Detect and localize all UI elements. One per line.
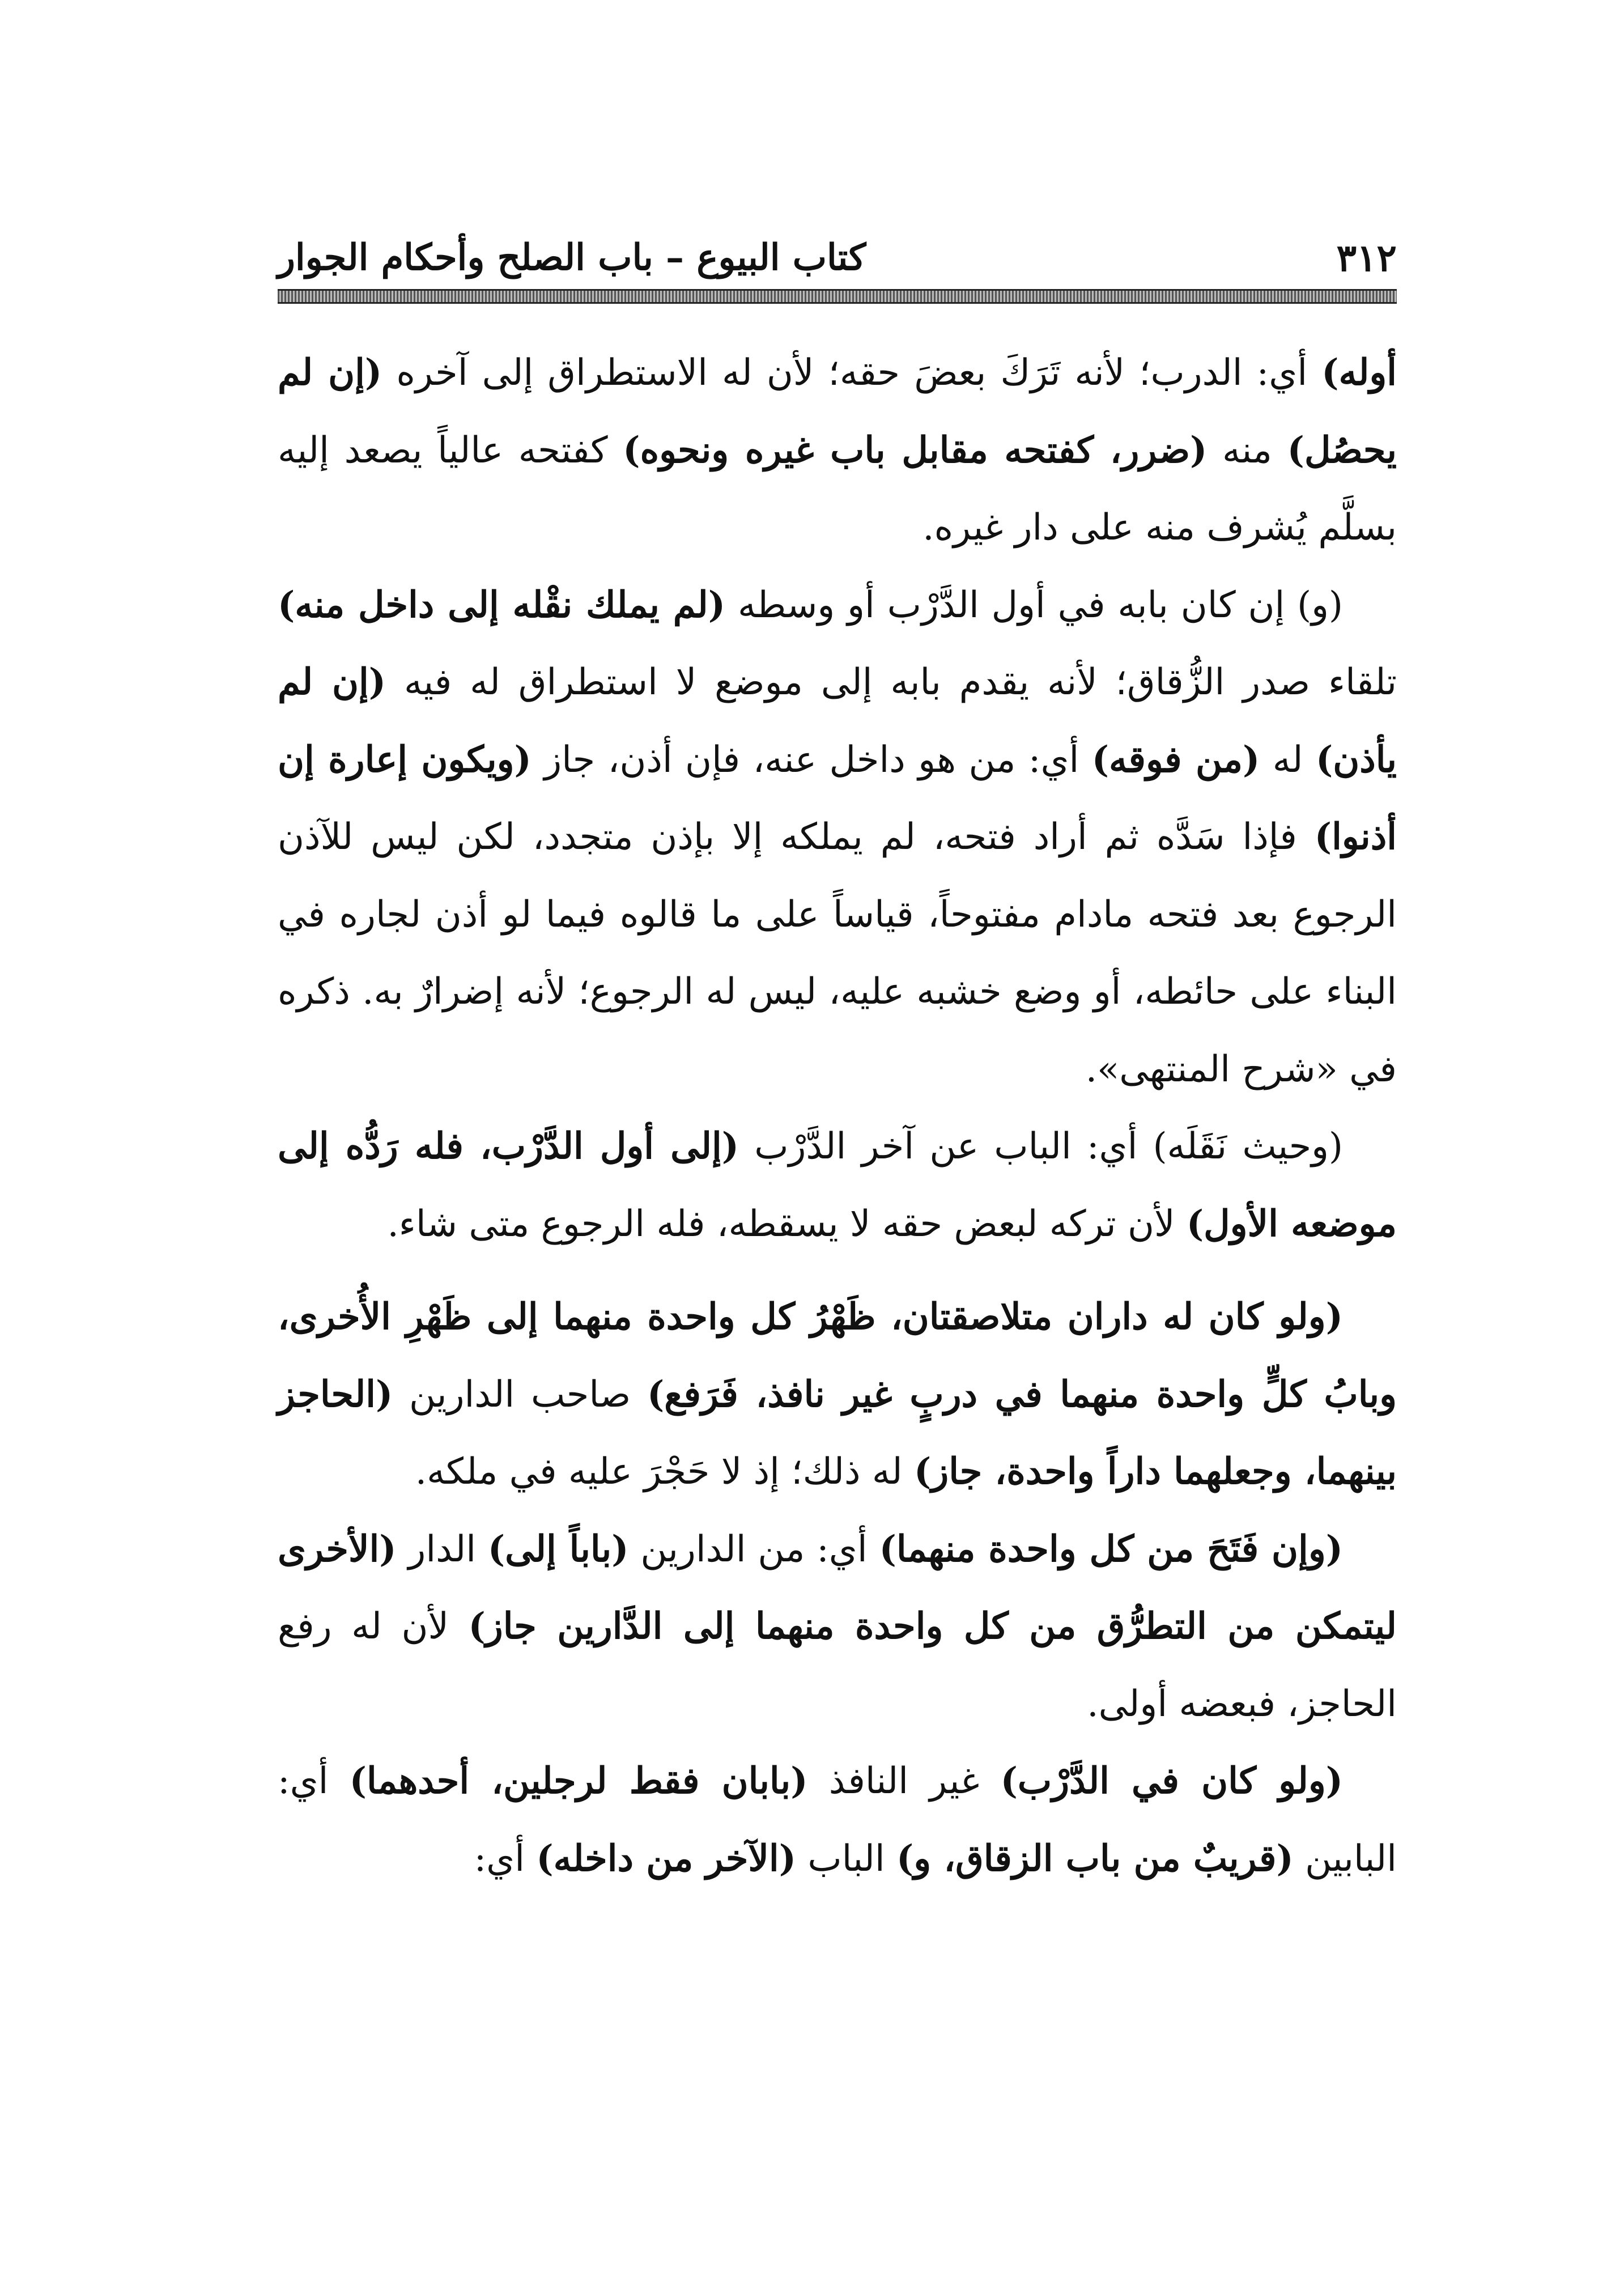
text-segment: لأن له رفع الحاجز، فبعضه أولى. (278, 1606, 1397, 1725)
text-segment: الباب (796, 1837, 896, 1880)
text-segment: (و) (1297, 584, 1344, 626)
text-segment: (ولو كان في الدَّرْب) (1000, 1760, 1344, 1802)
paragraph-2 (278, 567, 1397, 1109)
text-segment: كفتحه عالياً يصعد إليه بسلَّم يُشرف منه على دار غيره. (278, 429, 1397, 549)
page-header (278, 227, 1397, 289)
paragraph-6 (278, 1743, 1397, 1897)
text-segment: أي: من هو داخل عنه، فإن أذن، جاز (531, 738, 1092, 781)
text-segment: فإذا سَدَّه ثم أراد فتحه، لم يملكه إلا بإذن متجدد، لكن ليس للآذن الرجوع بعد فتحه مادام مفتوحاً، قياساً على ما قالوه فيما لو أذن لجاره في البناء على حائطه، أو وضع خشبه عليه، ليس له الرجوع؛ لأنه إضرارٌ به. ذكره في «شرح المنتهى». (278, 816, 1397, 1090)
text-segment: إن كان بابه في أول الدَّرْب أو وسطه (725, 584, 1298, 626)
text-segment: (لم يملك نقْله إلى داخل منه) (278, 583, 726, 626)
text-segment: له ذلك؛ إذ لا حَجْرَ عليه في ملكه. (415, 1451, 914, 1493)
paragraph-4 (278, 1279, 1397, 1511)
text-segment: الدار (396, 1528, 488, 1570)
text-segment: (إن لم يأذن) (278, 661, 1397, 781)
text-segment: له (1260, 738, 1316, 781)
text-segment: (الحاجز بينهما، وجعلهما داراً واحدة، جاز) (278, 1373, 1397, 1493)
page-number: ٣١٢ (1336, 236, 1397, 280)
text-segment: (باباً إلى) (487, 1527, 629, 1570)
text-segment: (إلى أول الدَّرْب، فله رَدُّه إلى موضعه الأول) (278, 1125, 1397, 1245)
running-title: كتاب البيوع – باب الصلح وأحكام الجوار (278, 236, 866, 279)
text-segment: (ولو كان له داران متلاصقتان، ظَهْرُ كل واحدة منهما إلى ظَهْرِ الأُخرى، وبابُ كلٍّ واحدة منهما في دربٍ غير نافذ، فَرَفع) (278, 1296, 1397, 1416)
text-segment: لأن تركه لبعض حقه لا يسقطه، فله الرجوع متى شاء. (387, 1203, 1187, 1245)
text-segment: أوله) (1321, 351, 1397, 394)
text-segment: (بابان فقط لرجلين، أحدهما) (349, 1760, 808, 1802)
text-segment: (قريبٌ من باب الزقاق، و) (896, 1837, 1294, 1880)
text-segment: (ويكون إعارة إن أذنوا) (278, 738, 1397, 858)
paragraph-1 (278, 334, 1397, 567)
text-segment: أي: من الدارين (628, 1528, 879, 1570)
text-segment: (الأخرى ليتمكن من التطرُّق من كل واحدة منهما إلى الدَّارين جاز) (278, 1527, 1397, 1647)
text-segment: تلقاء صدر الزُّقاق؛ لأنه يقدم بابه إلى موضع لا استطراق له فيه (386, 661, 1397, 703)
paragraph-3 (278, 1108, 1397, 1263)
text-segment: منه (1207, 429, 1287, 472)
text-segment: أي: الباب عن آخر الدَّرْب (739, 1126, 1153, 1167)
header-rule (278, 289, 1397, 304)
text-segment: غير النافذ (807, 1760, 1001, 1802)
text-segment: (وإن فَتَحَ من كل واحدة منهما) (879, 1527, 1344, 1570)
text-segment: أي: الدرب؛ لأنه تَرَكَ بعضَ حقه؛ لأن له الاستطراق إلى آخره (382, 352, 1322, 394)
text-segment: (الآخر من داخله) (536, 1837, 796, 1880)
text-segment: (ضرر، كفتحه مقابل باب غيره ونحوه) (623, 428, 1208, 472)
text-segment: (من فوقه) (1091, 738, 1260, 781)
text-segment: صاحب الدارين (393, 1373, 648, 1416)
text-segment: أي: البابين (278, 1760, 1397, 1880)
body-text (278, 334, 1397, 1897)
paragraph-5 (278, 1511, 1397, 1743)
text-segment: (وحيث نَقَلَه) (1153, 1126, 1343, 1167)
text-segment: (إن لم يحصُل) (278, 351, 1397, 472)
text-segment: أي: (474, 1837, 537, 1880)
